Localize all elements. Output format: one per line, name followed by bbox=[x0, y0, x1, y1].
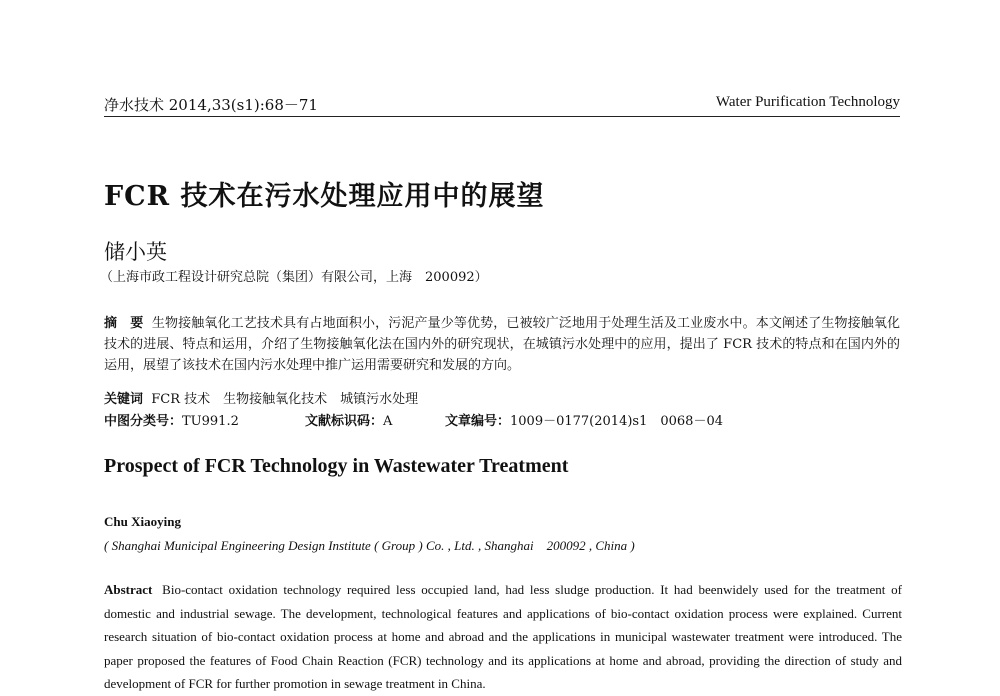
affiliation-english: ( Shanghai Municipal Engineering Design Institute ( Group ) Co. , Ltd. , Shanghai 200092 , China ) bbox=[104, 538, 635, 553]
abstract-english-text: Bio-contact oxidation technology required less occupied land, had less sludge production. It had beenwidely used for the treatment of domestic and industrial sewage. The development, technological features and applications of bio-contact oxidation process were explained. Current research situation of bio-contact oxidation process at home and abroad and the applications in municipal wastewater treatment were introduced. The paper proposed the features of Food Chain Reaction (FCR) technology and its applications at home and abroad, providing the direction of study and development of FCR for further promotion in sewage treatment in China. bbox=[104, 582, 902, 691]
clc-label: 中图分类号： bbox=[104, 414, 183, 429]
doc-label: 文献标识码： bbox=[305, 414, 384, 429]
abstract-english-label: Abstract bbox=[104, 582, 153, 597]
clc-value: TU991.2 bbox=[182, 414, 239, 429]
author-chinese: 储小英 bbox=[104, 240, 167, 264]
clc-number bbox=[104, 410, 239, 429]
keywords-chinese bbox=[104, 388, 418, 407]
journal-name: Water Purification Technology bbox=[715, 94, 900, 110]
article-number bbox=[445, 410, 723, 429]
author-english: Chu Xiaoying bbox=[104, 514, 181, 529]
title-chinese: FCR 技术在污水处理应用中的展望 bbox=[104, 181, 545, 212]
abstract-chinese-label: 摘 要 bbox=[104, 316, 144, 331]
document-code bbox=[305, 410, 392, 429]
article-label: 文章编号： bbox=[445, 414, 511, 429]
keywords-text: FCR 技术 生物接触氧化技术 城镇污水处理 bbox=[151, 392, 419, 407]
affiliation-chinese: （上海市政工程设计研究总院（集团）有限公司，上海 200092） bbox=[100, 270, 488, 285]
article-value: 1009－0177(2014)s1 0068－04 bbox=[510, 414, 723, 429]
doc-value: A bbox=[383, 414, 393, 429]
title-english: Prospect of FCR Technology in Wastewater Treatment bbox=[104, 455, 569, 477]
running-header bbox=[104, 94, 900, 117]
keywords-label: 关键词 bbox=[104, 392, 144, 407]
journal-citation: 净水技术 2014,33(s1):68－71 bbox=[104, 96, 318, 114]
abstract-chinese bbox=[104, 313, 900, 376]
abstract-english bbox=[104, 578, 902, 696]
abstract-chinese-text: 生物接触氧化工艺技术具有占地面积小，污泥产量少等优势，已被较广泛地用于处理生活及工业废水中。本文阐述了生物接触氧化技术的进展、特点和运用，介绍了生物接触氧化法在国内外的研究现状，在城镇污水处理中的应用，提出了 FCR 技术的特点和在国内外的运用，展望了该技术在国内污水处理中推广运用需要研究和发展的方向。 bbox=[104, 316, 900, 373]
